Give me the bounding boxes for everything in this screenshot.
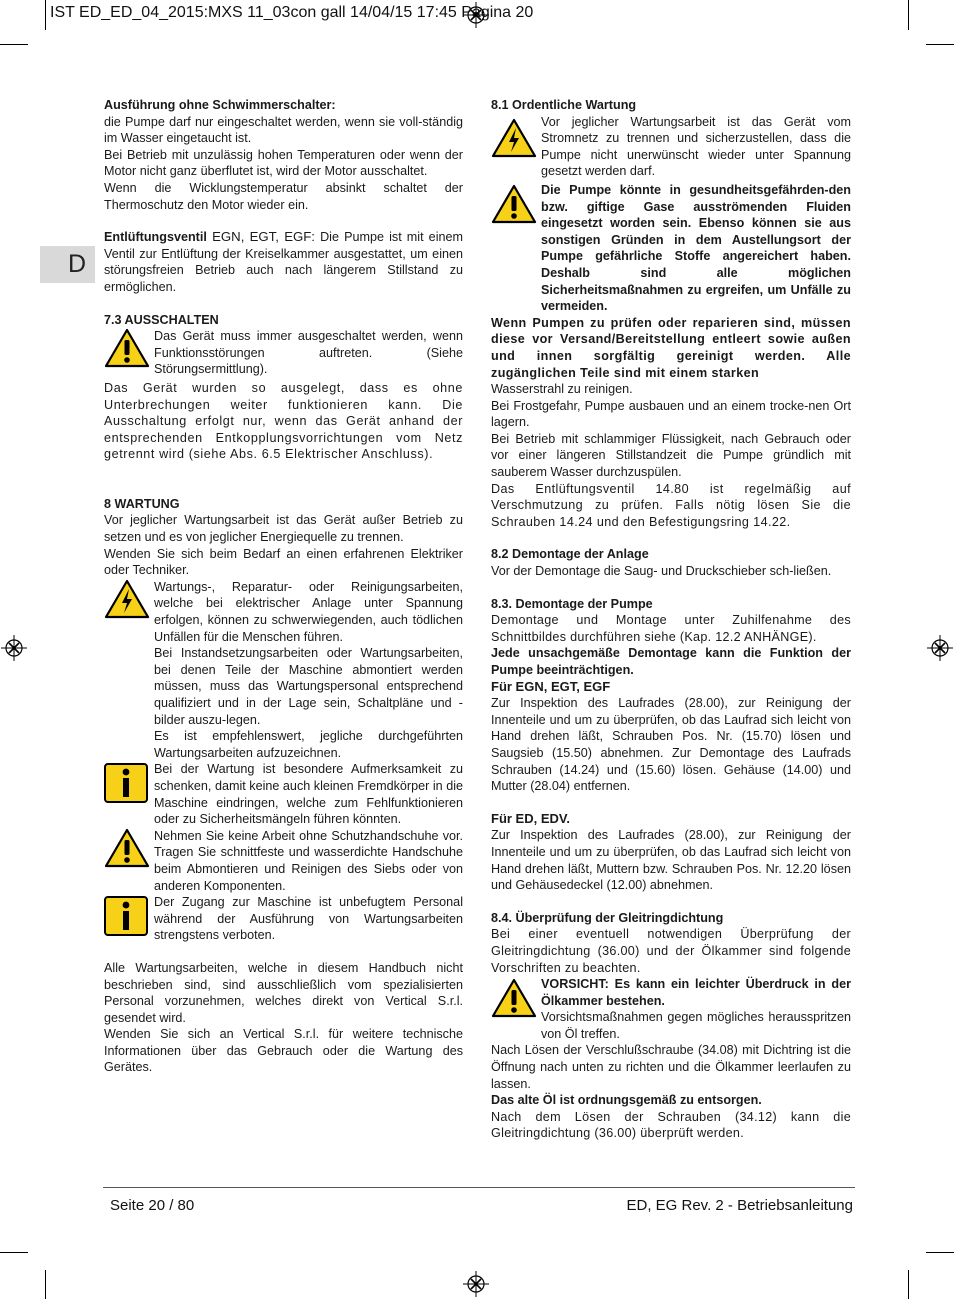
warning-text: Bei Instandsetzungsarbeiten oder Wartungsarbeiten, bei denen Teile der Maschine abmontiert werden müssen, muss das Wartungspersonal entsprechend qualifiziert und in der Lage sein, Schaltpläne und -bilder auszu-legen. [154,646,463,727]
paragraph: Das Entlüftungsventil 14.80 ist regelmäßig auf Verschmutzung zu prüfen. Falls nötig lösen Sie die Schrauben 14.24 und den Befestigungsring 14.22. [491,481,851,529]
subheading: Für ED, EDV. [491,810,570,826]
section-7-3-heading: 7.3 AUSSCHALTEN [104,312,219,327]
warning-text: Es ist empfehlenswert, jegliche durchgeführten Wartungsarbeiten aufzuzeichnen. [154,729,463,760]
section-8-4-heading: 8.4. Überprüfung der Gleitringdichtung [491,910,724,925]
section-8-2-heading: 8.2 Demontage der Anlage [491,547,649,562]
warning-block [491,976,851,1042]
left-column [104,97,463,1076]
document-title: ED, EG Rev. 2 - Betriebsanleitung [626,1197,853,1214]
warning-block [104,328,463,378]
paragraph: Alle Wartungsarbeiten, welche in diesem Handbuch nicht beschrieben sind, sind ausschließlich vom spezialisierten Personal vorzunehmen, welches direkt von Vertical S.r.l. gesendet wird. [104,960,463,1025]
crop-mark [926,44,954,45]
paragraph: Vor der Demontage die Saug- und Druckschieber sch-ließen. [491,564,832,579]
registration-mark-icon [1,635,27,661]
warning-text: Die Pumpe könnte in gesundheitsgefährden-den bzw. giftige Gase ausströmenden Fluiden eingesetzt worden sein. Ebenso können sie aus sonstigen Gründen in dem Austellungsort der Pumpe gefährliche Stoffe angereichert haben. Deshalb sind alle möglichen Sicherheitsmaßnahmen zu ergreifen, um Unfälle zu vermeiden. [541,182,851,314]
crop-mark [926,1252,954,1253]
warning-text: Das Gerät muss immer ausgeschaltet werden, wenn Funktionsstörungen auftreten. (Siehe Störungsermittlung). [154,329,463,377]
warning-block [104,828,463,894]
paragraph: Zur Inspektion des Laufrades (28.00), zur Reinigung der Innenteile und um zu überprüfen, ob das Laufrad sich leicht von Hand drehen läßt, Schrauben Pos. Nr. (15.70) lösen und Saugsieb (15.50) abnehmen. Zur Demontage des Laufrads Schrauben (14.24) und (15.60) lösen. Gehäuse (14.00) und Mutter (28.04) entfernen. [491,696,851,794]
vent-valve-text: Die Pumpe ist mit einem Ventil zur Entlüftung der Kreiselkammer ausgestattet, um einen störungsfreien Betrieb auch nach längerem Stillstand zu ermöglichen. [104,230,463,294]
crop-mark [0,44,28,45]
paragraph: Nach Lösen der Verschlußschraube (34.08) mit Dichtring ist die Öffnung nach unten zu richten und die Ölkammer leerlaufen zu lassen. [491,1043,851,1091]
paragraph: Demontage und Montage unter Zuhilfenahme des Schnittbildes durchführen siehe (Kap. 12.2 ANHÄNGE). [491,613,851,644]
paragraph: Jede unsachgemäße Demontage kann die Funktion der Pumpe beeinträchtigen. [491,646,851,677]
warning-icon [491,182,539,224]
warning-icon [104,328,152,368]
info-icon [104,761,152,803]
paragraph: Das alte Öl ist ordnungsgemäß zu entsorgen. [491,1093,762,1108]
electrical-warning-block [104,579,463,762]
registration-mark-icon [463,1271,489,1297]
paragraph: Zur Inspektion des Laufrades (28.00), zur Reinigung der Innenteile und um zu überprüfen, ob das Laufrad sich leicht von Hand drehen läßt, Muttern bzw. Schrauben Pos. Nr. 12.20 lösen und Gehäusedeckel (12.00) abnehmen. [491,828,851,893]
warning-block [491,182,851,315]
warning-icon [491,976,539,1018]
paragraph: Bei Betrieb mit unzulässig hohen Temperaturen oder wenn der Motor nicht ganz überflutet ist, wird der Motor ausschaltet. [104,147,463,179]
warning-text: Nehmen Sie keine Arbeit ohne Schutzhandschuhe vor. Tragen Sie schnittfeste und wasserdichte Handschuhe beim Abmontieren und Reinigen des Siebs oder von anderen Komponenten. [154,828,463,893]
paragraph: Nach dem Lösen der Schrauben (34.12) kann die Gleitringdichtung (36.00) überprüft werden. [491,1109,851,1141]
crop-mark [45,1270,46,1299]
crop-mark [0,1252,28,1253]
info-block [104,894,463,944]
crop-mark [908,1270,909,1299]
warning-icon [104,828,152,868]
paragraph: Wenn die Wicklungstemperatur absinkt schaltet der Thermoschutz den Motor wieder ein. [104,180,463,212]
right-column [491,97,851,1142]
paragraph: Bei Betrieb mit schlammiger Flüssigkeit, nach Gebrauch oder vor einer längeren Stillstandzeit die Pumpe gründlich mit sauberem Wasser durchzuspülen. [491,431,851,480]
info-text: Der Zugang zur Maschine ist unbefugtem Personal während der Ausführung von Wartungsarbeiten strengstens verboten. [154,895,463,943]
info-text: Bei der Wartung ist besondere Aufmerksamkeit zu schenken, damit keine auch kleinen Fremdkörper in die Maschine eindringen, welche zum Fehlfunktionieren oder zu Sicherheitsmängeln führen könnten. [154,762,463,827]
page-number: Seite 20 / 80 [110,1197,195,1214]
warning-text: Vor jeglicher Wartungsarbeit ist das Gerät vom Stromnetz zu trennen und sicherzustellen, dass die Pumpe nicht unerwünscht wieder unter Spannung gesetzt werden darf. [541,114,851,179]
info-block [104,761,463,827]
electrical-warning-block [491,114,851,180]
subheading: Für EGN, EGT, EGF [491,678,611,694]
info-icon [104,894,152,936]
paragraph: Das Gerät wurden so ausgelegt, dass es ohne Unterbrechungen weiter funktionieren kann. Die Ausschaltung erfolgt nur, wenn das Gerät anhand der entsprechenden Entkopplungsvorrichtungen vom Netz getrennt wird (siehe Abs. 6.5 Elektrischer Anschluss). [104,380,463,462]
electrical-hazard-icon [104,579,152,619]
paragraph: Vor jeglicher Wartungsarbeit ist das Gerät außer Betrieb zu setzen und es von jeglicher Energiequelle zu trennen. [104,513,463,545]
warning-text: Wartungs-, Reparatur- oder Reinigungsarbeiten, welche bei elektrischer Anlage unter Spannung erfolgen, können zu schwerwiegenden, auch tödlichen Unfällen für die Menschen führen. [154,579,463,644]
section-tab: D [40,246,95,283]
paragraph: Bei einer eventuell notwendigen Überprüfung der Gleitringdichtung (36.00) und der Ölkammer sind folgende Vorschriften zu beachten. [491,927,851,975]
paragraph: Bei Frostgefahr, Pumpe ausbauen und an einem trocke-nen Ort lagern. [491,398,851,430]
section-8-1-heading: 8.1 Ordentliche Wartung [491,98,637,112]
footer-divider [103,1187,855,1188]
paragraph: Wenden Sie sich beim Bedarf an einen erfahrenen Elektriker oder Techniker. [104,546,463,578]
section-8-3-heading: 8.3. Demontage der Pumpe [491,596,653,611]
crop-mark [45,0,46,30]
warning-text: Vorsichtsmaßnahmen gegen mögliches herausspritzen von Öl treffen. [541,1010,851,1041]
registration-mark-icon [927,635,953,661]
vent-valve-label: Entlüftungsventil [104,230,207,245]
warning-text: VORSICHT: Es kann ein leichter Überdruck in der Ölkammer bestehen. [541,977,851,1008]
print-slug: IST ED_ED_04_2015:MXS 11_03con gall 14/04/15 17:45 Pagina 20 [50,4,534,21]
vent-valve-models: EGN, EGT, EGF: [206,229,315,245]
paragraph: Wasserstrahl zu reinigen. [491,382,633,397]
crop-mark [908,0,909,30]
paragraph: Wenn Pumpen zu prüfen oder reparieren sind, müssen diese vor Versand/Bereitstellung entleert sowie außen und innen sorgfältig gereinigt werden. Alle zugänglichen Teile sind mit einem starken [491,315,851,380]
paragraph: die Pumpe darf nur eingeschaltet werden, wenn sie voll-ständig im Wasser eingetaucht ist. [104,114,463,146]
electrical-hazard-icon [491,114,539,158]
paragraph: Wenden Sie sich an Vertical S.r.l. für weitere technische Informationen über das Gebrauch oder die Wartung des Gerätes. [104,1027,463,1075]
vent-valve-paragraph [104,229,463,295]
section-8-heading: 8 WARTUNG [104,496,180,511]
float-switch-heading: Ausführung ohne Schwimmerschalter: [104,98,336,112]
